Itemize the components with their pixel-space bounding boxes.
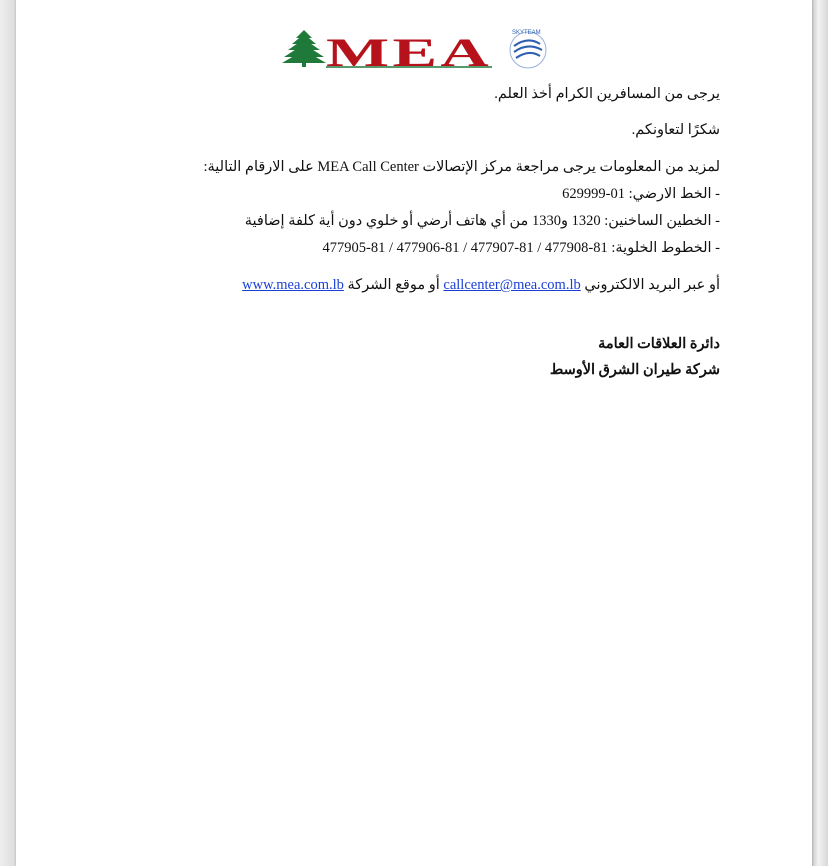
- contact-middle: أو موقع الشركة: [347, 277, 440, 293]
- landline-line: - الخط الارضي: 01-629999: [562, 186, 720, 202]
- info-intro-line: لمزيد من المعلومات يرجى مراجعة مركز الإتصالات MEA Call Center على الارقام التالية:: [203, 159, 720, 175]
- mobile-lines: - الخطوط الخلوية: 81-477908 / 81-477907 / 81-477906 / 81-477905: [322, 240, 720, 256]
- email-link[interactable]: callcenter@mea.com.lb: [443, 277, 581, 293]
- website-link[interactable]: www.mea.com.lb: [242, 277, 344, 293]
- thanks-line: شكرًا لتعاونكم.: [631, 122, 720, 138]
- contact-prefix: أو عبر البريد الالكتروني: [584, 277, 720, 293]
- cedar-icon: [282, 30, 326, 67]
- department-signature: دائرة العلاقات العامة: [598, 336, 720, 352]
- notice-line: يرجى من المسافرين الكرام أخذ العلم.: [494, 86, 720, 102]
- mea-logo: [282, 28, 550, 74]
- mea-wordmark: MEA: [326, 30, 492, 74]
- contact-line: [242, 277, 720, 294]
- skyteam-icon: [510, 30, 546, 68]
- page-shadow-right: [812, 0, 828, 866]
- svg-text:SKYTEAM: SKYTEAM: [512, 30, 541, 36]
- company-signature: شركة طيران الشرق الأوسط: [549, 362, 720, 378]
- page-shadow-left: [0, 0, 16, 866]
- hotline-line: - الخطين الساخنين: 1320 و1330 من أي هاتف أرضي أو خلوي دون أية كلفة إضافية: [244, 213, 720, 229]
